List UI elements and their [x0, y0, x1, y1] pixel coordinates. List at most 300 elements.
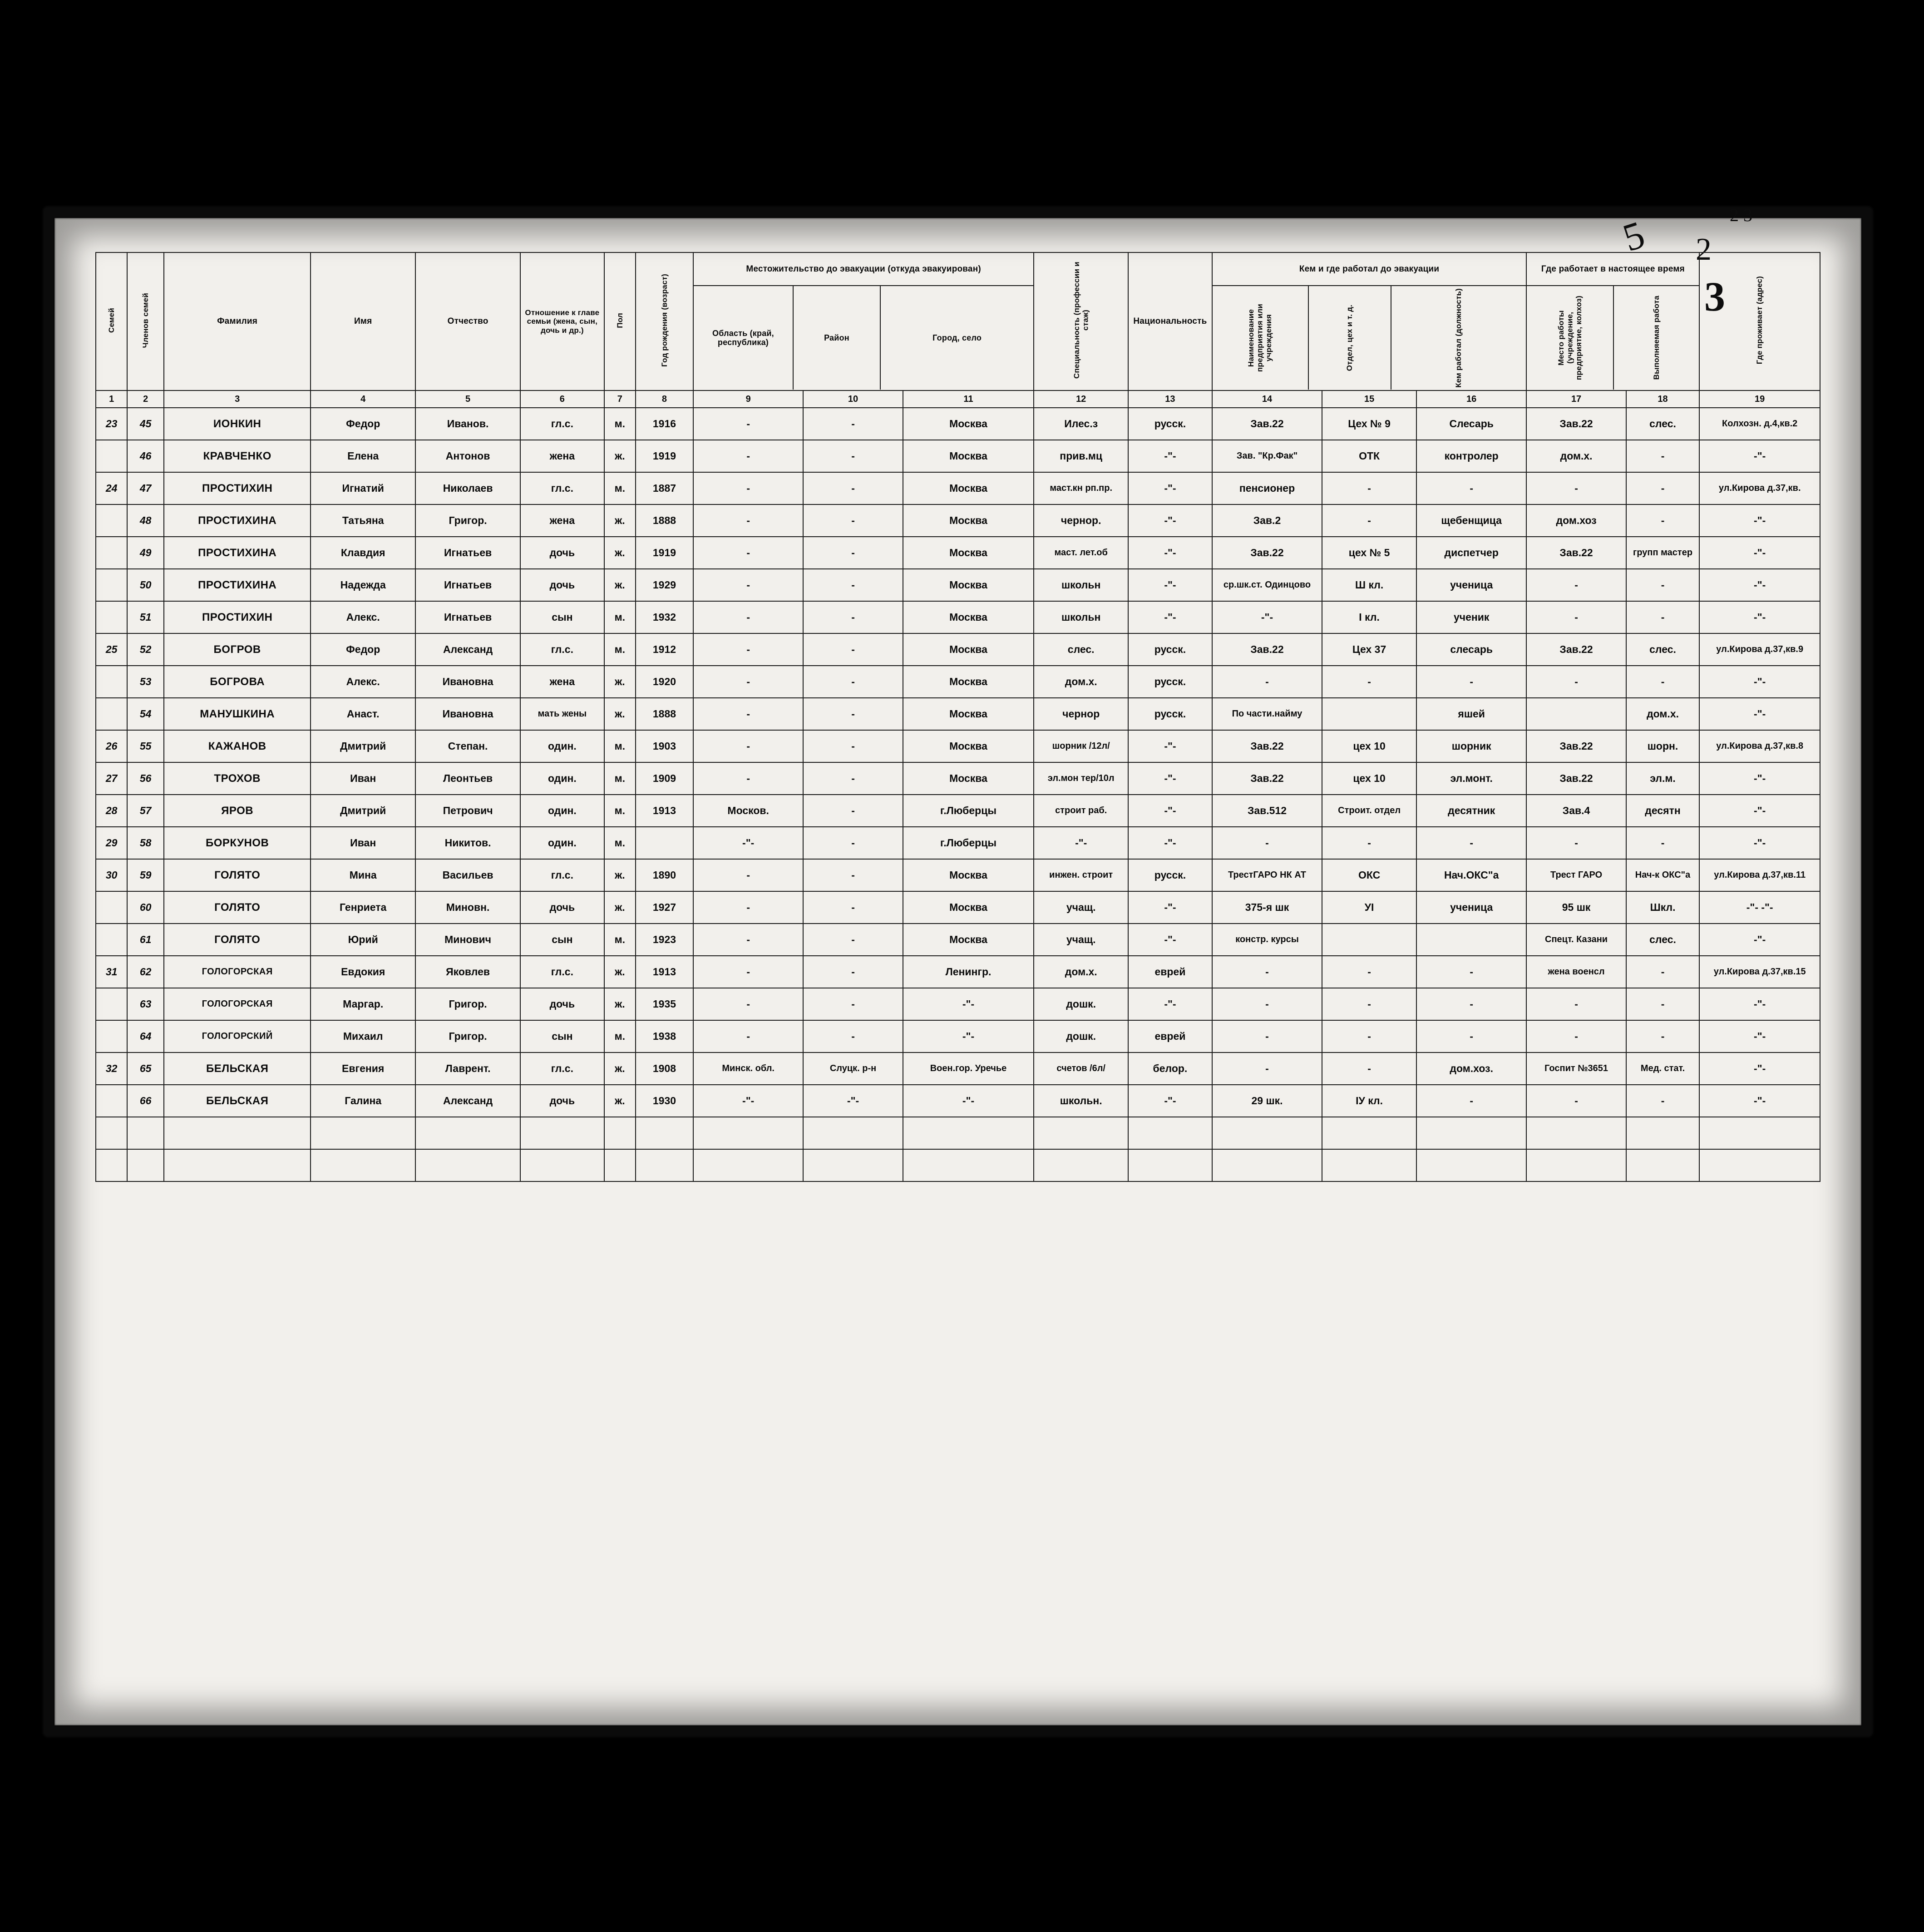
- cell-family-no: [96, 569, 127, 601]
- cell-nationality: белор.: [1128, 1052, 1212, 1085]
- cell-patronymic: Григор.: [415, 988, 520, 1020]
- cell-speciality: Илес.з: [1034, 408, 1128, 440]
- cell-department: цех № 5: [1322, 537, 1416, 569]
- table-row: [96, 1052, 1820, 1085]
- cell-surname: БОГРОВА: [164, 666, 311, 698]
- cell-raion: -: [803, 891, 903, 924]
- cell-position: диспетчер: [1416, 537, 1526, 569]
- cell-work-performed: -: [1626, 569, 1700, 601]
- cell-work-performed: десятн: [1626, 795, 1700, 827]
- header-enterprise: Наименование предприятия или учреждения: [1213, 286, 1309, 390]
- cell-empty: [1034, 1149, 1128, 1181]
- cell-position: щебенщица: [1416, 504, 1526, 537]
- cell-empty: [1128, 1149, 1212, 1181]
- cell-patronymic: Леонтьев: [415, 762, 520, 795]
- cell-birthyear: 1938: [636, 1020, 693, 1052]
- cell-family-no: 29: [96, 827, 127, 859]
- cell-address: -"-: [1699, 1020, 1820, 1052]
- cell-member-no: 58: [127, 827, 164, 859]
- cell-city: Москва: [903, 472, 1034, 504]
- header-address: Где проживает (адрес): [1699, 252, 1820, 390]
- cell-address: ул.Кирова д.37,кв.15: [1699, 956, 1820, 988]
- cell-firstname: Дмитрий: [311, 795, 415, 827]
- cell-speciality: инжен. строит: [1034, 859, 1128, 891]
- cell-work-performed: -: [1626, 988, 1700, 1020]
- cell-enterprise: Зав.22: [1212, 762, 1322, 795]
- table-row: [96, 956, 1820, 988]
- cell-oblast: Москов.: [693, 795, 803, 827]
- cell-relation: жена: [520, 504, 604, 537]
- cell-city: Москва: [903, 537, 1034, 569]
- cell-relation: гл.с.: [520, 472, 604, 504]
- colnum-13: 13: [1128, 390, 1212, 408]
- cell-sex: м.: [604, 408, 636, 440]
- cell-city: Москва: [903, 762, 1034, 795]
- cell-enterprise: -: [1212, 666, 1322, 698]
- cell-firstname: Надежда: [311, 569, 415, 601]
- cell-surname: ГОЛЯТО: [164, 924, 311, 956]
- cell-nationality: -"-: [1128, 827, 1212, 859]
- cell-workplace-now: 95 шк: [1526, 891, 1626, 924]
- cell-surname: ПРОСТИХИНА: [164, 504, 311, 537]
- cell-family-no: 24: [96, 472, 127, 504]
- cell-enterprise: Зав.512: [1212, 795, 1322, 827]
- cell-relation: один.: [520, 827, 604, 859]
- cell-work-performed: Мед. стат.: [1626, 1052, 1700, 1085]
- cell-workplace-now: Зав.22: [1526, 762, 1626, 795]
- header-workplace-now: Место работы (учреждение, предприятие, колхоз): [1527, 286, 1614, 390]
- cell-empty: [164, 1117, 311, 1149]
- cell-firstname: Генриета: [311, 891, 415, 924]
- colnum-9: 9: [693, 390, 803, 408]
- cell-work-performed: -: [1626, 440, 1700, 472]
- handwritten-annotation-1: 5: [1618, 212, 1650, 260]
- cell-nationality: -"-: [1128, 730, 1212, 762]
- cell-member-no: 46: [127, 440, 164, 472]
- cell-raion: -: [803, 859, 903, 891]
- cell-sex: м.: [604, 472, 636, 504]
- cell-speciality: счетов /6л/: [1034, 1052, 1128, 1085]
- cell-firstname: Алекс.: [311, 666, 415, 698]
- cell-patronymic: Лаврент.: [415, 1052, 520, 1085]
- cell-enterprise: Зав.2: [1212, 504, 1322, 537]
- cell-workplace-now: -: [1526, 666, 1626, 698]
- cell-workplace-now: Трест ГАРО: [1526, 859, 1626, 891]
- cell-speciality: дошк.: [1034, 1020, 1128, 1052]
- cell-city: Воен.гор. Уречье: [903, 1052, 1034, 1085]
- cell-work-performed: слес.: [1626, 633, 1700, 666]
- header-relation: Отношение к главе семьи (жена, сын, дочь и др.): [520, 252, 604, 390]
- cell-relation: жена: [520, 440, 604, 472]
- cell-empty: [1322, 1117, 1416, 1149]
- cell-birthyear: 1909: [636, 762, 693, 795]
- table-row: [96, 795, 1820, 827]
- cell-oblast: -: [693, 924, 803, 956]
- cell-oblast: -: [693, 988, 803, 1020]
- cell-sex: м.: [604, 1020, 636, 1052]
- cell-firstname: Татьяна: [311, 504, 415, 537]
- cell-department: Ш кл.: [1322, 569, 1416, 601]
- cell-patronymic: Игнатьев: [415, 537, 520, 569]
- cell-nationality: -"-: [1128, 440, 1212, 472]
- cell-member-no: 57: [127, 795, 164, 827]
- cell-empty: [1626, 1149, 1700, 1181]
- table-row: [96, 1085, 1820, 1117]
- cell-surname: КРАВЧЕНКО: [164, 440, 311, 472]
- table-row-empty: [96, 1149, 1820, 1181]
- colnum-18: 18: [1626, 390, 1700, 408]
- cell-relation: один.: [520, 795, 604, 827]
- cell-address: Колхозн. д.4,кв.2: [1699, 408, 1820, 440]
- cell-member-no: 55: [127, 730, 164, 762]
- cell-oblast: -: [693, 1020, 803, 1052]
- cell-enterprise: Зав.22: [1212, 633, 1322, 666]
- cell-work-performed: -: [1626, 601, 1700, 633]
- cell-empty: [415, 1117, 520, 1149]
- cell-family-no: 28: [96, 795, 127, 827]
- table-header-row: [96, 252, 1820, 390]
- header-surname: Фамилия: [164, 252, 311, 390]
- cell-address: -"-: [1699, 698, 1820, 730]
- colnum-2: 2: [127, 390, 164, 408]
- cell-department: [1322, 924, 1416, 956]
- cell-member-no: 65: [127, 1052, 164, 1085]
- cell-firstname: Галина: [311, 1085, 415, 1117]
- cell-department: -: [1322, 827, 1416, 859]
- cell-oblast: -: [693, 698, 803, 730]
- colnum-1: 1: [96, 390, 127, 408]
- cell-birthyear: 1927: [636, 891, 693, 924]
- table-row-empty: [96, 1117, 1820, 1149]
- cell-member-no: 60: [127, 891, 164, 924]
- cell-family-no: 25: [96, 633, 127, 666]
- cell-relation: дочь: [520, 988, 604, 1020]
- cell-surname: ГОЛЯТО: [164, 891, 311, 924]
- cell-nationality: -"-: [1128, 1085, 1212, 1117]
- cell-position: яшей: [1416, 698, 1526, 730]
- cell-member-no: 62: [127, 956, 164, 988]
- cell-position: контролер: [1416, 440, 1526, 472]
- cell-oblast: -: [693, 537, 803, 569]
- cell-address: -"-: [1699, 537, 1820, 569]
- cell-address: -"-: [1699, 1052, 1820, 1085]
- header-families: Семей: [96, 252, 127, 390]
- table-row: [96, 827, 1820, 859]
- cell-member-no: 56: [127, 762, 164, 795]
- cell-family-no: [96, 537, 127, 569]
- cell-empty: [604, 1149, 636, 1181]
- cell-enterprise: -: [1212, 1020, 1322, 1052]
- cell-raion: -: [803, 1020, 903, 1052]
- cell-birthyear: 1888: [636, 698, 693, 730]
- cell-surname: МАНУШКИНА: [164, 698, 311, 730]
- cell-family-no: [96, 891, 127, 924]
- header-department: Отдел, цех и т. д.: [1309, 286, 1391, 390]
- cell-city: -"-: [903, 1085, 1034, 1117]
- cell-workplace-now: -: [1526, 988, 1626, 1020]
- table-row: [96, 762, 1820, 795]
- cell-sex: ж.: [604, 698, 636, 730]
- cell-raion: -: [803, 472, 903, 504]
- cell-address: -"-: [1699, 762, 1820, 795]
- cell-speciality: прив.мц: [1034, 440, 1128, 472]
- cell-birthyear: 1920: [636, 666, 693, 698]
- cell-enterprise: Зав.22: [1212, 730, 1322, 762]
- cell-workplace-now: -: [1526, 601, 1626, 633]
- cell-patronymic: Степан.: [415, 730, 520, 762]
- cell-empty: [164, 1149, 311, 1181]
- cell-firstname: Мина: [311, 859, 415, 891]
- cell-family-no: [96, 1020, 127, 1052]
- cell-oblast: -: [693, 633, 803, 666]
- cell-birthyear: 1913: [636, 956, 693, 988]
- cell-position: эл.монт.: [1416, 762, 1526, 795]
- cell-empty: [1526, 1117, 1626, 1149]
- cell-surname: БЕЛЬСКАЯ: [164, 1052, 311, 1085]
- cell-birthyear: 1912: [636, 633, 693, 666]
- cell-firstname: Игнатий: [311, 472, 415, 504]
- cell-speciality: учащ.: [1034, 891, 1128, 924]
- cell-birthyear: 1908: [636, 1052, 693, 1085]
- cell-workplace-now: Спецт. Казани: [1526, 924, 1626, 956]
- cell-nationality: -"-: [1128, 569, 1212, 601]
- cell-workplace-now: жена военсл: [1526, 956, 1626, 988]
- cell-relation: мать жены: [520, 698, 604, 730]
- cell-sex: м.: [604, 730, 636, 762]
- cell-speciality: школьн: [1034, 601, 1128, 633]
- cell-speciality: маст. лет.об: [1034, 537, 1128, 569]
- table-row: [96, 633, 1820, 666]
- cell-workplace-now: -: [1526, 472, 1626, 504]
- cell-empty: [1416, 1149, 1526, 1181]
- cell-birthyear: 1929: [636, 569, 693, 601]
- cell-workplace-now: Зав.22: [1526, 633, 1626, 666]
- cell-birthyear: 1919: [636, 537, 693, 569]
- cell-birthyear: 1916: [636, 408, 693, 440]
- cell-family-no: [96, 698, 127, 730]
- cell-empty: [1212, 1149, 1322, 1181]
- cell-empty: [1526, 1149, 1626, 1181]
- cell-work-performed: -: [1626, 1085, 1700, 1117]
- cell-department: -: [1322, 988, 1416, 1020]
- cell-raion: -: [803, 730, 903, 762]
- cell-firstname: Елена: [311, 440, 415, 472]
- cell-sex: м.: [604, 633, 636, 666]
- cell-department: Строит. отдел: [1322, 795, 1416, 827]
- colnum-16: 16: [1416, 390, 1526, 408]
- cell-workplace-now: -: [1526, 569, 1626, 601]
- cell-address: ул.Кирова д.37,кв.: [1699, 472, 1820, 504]
- cell-work-performed: -: [1626, 1020, 1700, 1052]
- colnum-12: 12: [1034, 390, 1128, 408]
- cell-oblast: -: [693, 601, 803, 633]
- cell-address: -"-: [1699, 666, 1820, 698]
- cell-oblast: -: [693, 472, 803, 504]
- cell-nationality: русск.: [1128, 698, 1212, 730]
- cell-nationality: -"-: [1128, 924, 1212, 956]
- cell-firstname: Федор: [311, 633, 415, 666]
- cell-address: -"-: [1699, 795, 1820, 827]
- table-row: [96, 537, 1820, 569]
- cell-enterprise: -: [1212, 1052, 1322, 1085]
- cell-member-no: 50: [127, 569, 164, 601]
- colnum-19: 19: [1699, 390, 1820, 408]
- cell-sex: ж.: [604, 666, 636, 698]
- colnum-5: 5: [415, 390, 520, 408]
- cell-city: Москва: [903, 633, 1034, 666]
- cell-address: -"- -"-: [1699, 891, 1820, 924]
- cell-nationality: русск.: [1128, 408, 1212, 440]
- handwritten-annotation-2: 2: [1696, 232, 1712, 267]
- cell-raion: -: [803, 537, 903, 569]
- table-row: [96, 1020, 1820, 1052]
- cell-raion: -: [803, 795, 903, 827]
- cell-department: ОКС: [1322, 859, 1416, 891]
- cell-raion: -: [803, 569, 903, 601]
- header-sex: Пол: [604, 252, 636, 390]
- cell-city: Москва: [903, 408, 1034, 440]
- cell-department: УI: [1322, 891, 1416, 924]
- cell-city: Москва: [903, 924, 1034, 956]
- cell-address: -"-: [1699, 988, 1820, 1020]
- cell-relation: дочь: [520, 537, 604, 569]
- table-row: [96, 408, 1820, 440]
- cell-workplace-now: -: [1526, 827, 1626, 859]
- cell-relation: гл.с.: [520, 1052, 604, 1085]
- cell-nationality: русск.: [1128, 859, 1212, 891]
- cell-patronymic: Игнатьев: [415, 569, 520, 601]
- cell-surname: ГОЛОГОРСКАЯ: [164, 956, 311, 988]
- cell-raion: -: [803, 504, 903, 537]
- cell-birthyear: 1923: [636, 924, 693, 956]
- cell-relation: дочь: [520, 569, 604, 601]
- cell-empty: [311, 1117, 415, 1149]
- cell-address: -"-: [1699, 440, 1820, 472]
- cell-city: Москва: [903, 504, 1034, 537]
- cell-firstname: Федор: [311, 408, 415, 440]
- cell-nationality: -"-: [1128, 762, 1212, 795]
- cell-enterprise: Зав.22: [1212, 537, 1322, 569]
- cell-surname: ТРОХОВ: [164, 762, 311, 795]
- cell-surname: ГОЛЯТО: [164, 859, 311, 891]
- cell-speciality: дом.х.: [1034, 956, 1128, 988]
- cell-position: десятник: [1416, 795, 1526, 827]
- cell-speciality: маст.кн рп.пр.: [1034, 472, 1128, 504]
- cell-sex: ж.: [604, 504, 636, 537]
- cell-workplace-now: Зав.22: [1526, 408, 1626, 440]
- cell-member-no: 53: [127, 666, 164, 698]
- cell-family-no: [96, 924, 127, 956]
- cell-position: дом.хоз.: [1416, 1052, 1526, 1085]
- cell-raion: -: [803, 601, 903, 633]
- cell-work-performed: эл.м.: [1626, 762, 1700, 795]
- handwritten-annotation-3: 3: [1704, 273, 1725, 320]
- cell-speciality: школьн: [1034, 569, 1128, 601]
- cell-empty: [520, 1149, 604, 1181]
- cell-oblast: -"-: [693, 1085, 803, 1117]
- cell-nationality: -"-: [1128, 601, 1212, 633]
- cell-speciality: -"-: [1034, 827, 1128, 859]
- cell-patronymic: Александ: [415, 633, 520, 666]
- cell-empty: [127, 1149, 164, 1181]
- table-row: [96, 698, 1820, 730]
- colnum-11: 11: [903, 390, 1034, 408]
- cell-relation: один.: [520, 730, 604, 762]
- cell-enterprise: Зав.22: [1212, 408, 1322, 440]
- cell-sex: м.: [604, 827, 636, 859]
- cell-address: -"-: [1699, 827, 1820, 859]
- cell-relation: сын: [520, 924, 604, 956]
- cell-speciality: слес.: [1034, 633, 1128, 666]
- header-birthyear: Год рождения (возраст): [636, 252, 693, 390]
- cell-relation: дочь: [520, 891, 604, 924]
- colnum-6: 6: [520, 390, 604, 408]
- cell-enterprise: По части.найму: [1212, 698, 1322, 730]
- cell-relation: дочь: [520, 1085, 604, 1117]
- cell-sex: ж.: [604, 537, 636, 569]
- cell-workplace-now: -: [1526, 1085, 1626, 1117]
- cell-enterprise: ТрестГАРО НК АТ: [1212, 859, 1322, 891]
- cell-city: Москва: [903, 859, 1034, 891]
- cell-firstname: Михаил: [311, 1020, 415, 1052]
- cell-birthyear: 1930: [636, 1085, 693, 1117]
- cell-surname: ГОЛОГОРСКИЙ: [164, 1020, 311, 1052]
- cell-enterprise: Зав. "Кр.Фак": [1212, 440, 1322, 472]
- cell-patronymic: Александ: [415, 1085, 520, 1117]
- cell-raion: -: [803, 408, 903, 440]
- table-row: [96, 924, 1820, 956]
- cell-empty: [1416, 1117, 1526, 1149]
- cell-nationality: русск.: [1128, 633, 1212, 666]
- cell-sex: ж.: [604, 859, 636, 891]
- cell-empty: [127, 1117, 164, 1149]
- cell-patronymic: Антонов: [415, 440, 520, 472]
- cell-city: Ленингр.: [903, 956, 1034, 988]
- cell-department: -: [1322, 1052, 1416, 1085]
- cell-department: -: [1322, 504, 1416, 537]
- cell-department: -: [1322, 472, 1416, 504]
- cell-surname: БОГРОВ: [164, 633, 311, 666]
- cell-empty: [1699, 1149, 1820, 1181]
- cell-family-no: [96, 601, 127, 633]
- cell-oblast: -: [693, 569, 803, 601]
- cell-family-no: [96, 1085, 127, 1117]
- cell-birthyear: 1935: [636, 988, 693, 1020]
- cell-sex: м.: [604, 795, 636, 827]
- cell-oblast: -: [693, 730, 803, 762]
- table-row: [96, 440, 1820, 472]
- header-nationality: Национальность: [1128, 252, 1212, 390]
- cell-family-no: 23: [96, 408, 127, 440]
- cell-address: -"-: [1699, 601, 1820, 633]
- header-patronymic: Отчество: [415, 252, 520, 390]
- cell-member-no: 52: [127, 633, 164, 666]
- cell-oblast: -: [693, 408, 803, 440]
- cell-city: Москва: [903, 666, 1034, 698]
- cell-sex: ж.: [604, 891, 636, 924]
- cell-city: Москва: [903, 730, 1034, 762]
- header-members: Членов семей: [127, 252, 164, 390]
- cell-surname: ПРОСТИХИНА: [164, 537, 311, 569]
- cell-patronymic: Минович: [415, 924, 520, 956]
- cell-sex: м.: [604, 601, 636, 633]
- cell-work-performed: -: [1626, 472, 1700, 504]
- cell-raion: -: [803, 666, 903, 698]
- cell-position: слесарь: [1416, 633, 1526, 666]
- cell-address: -"-: [1699, 1085, 1820, 1117]
- cell-city: г.Люберцы: [903, 827, 1034, 859]
- cell-nationality: еврей: [1128, 1020, 1212, 1052]
